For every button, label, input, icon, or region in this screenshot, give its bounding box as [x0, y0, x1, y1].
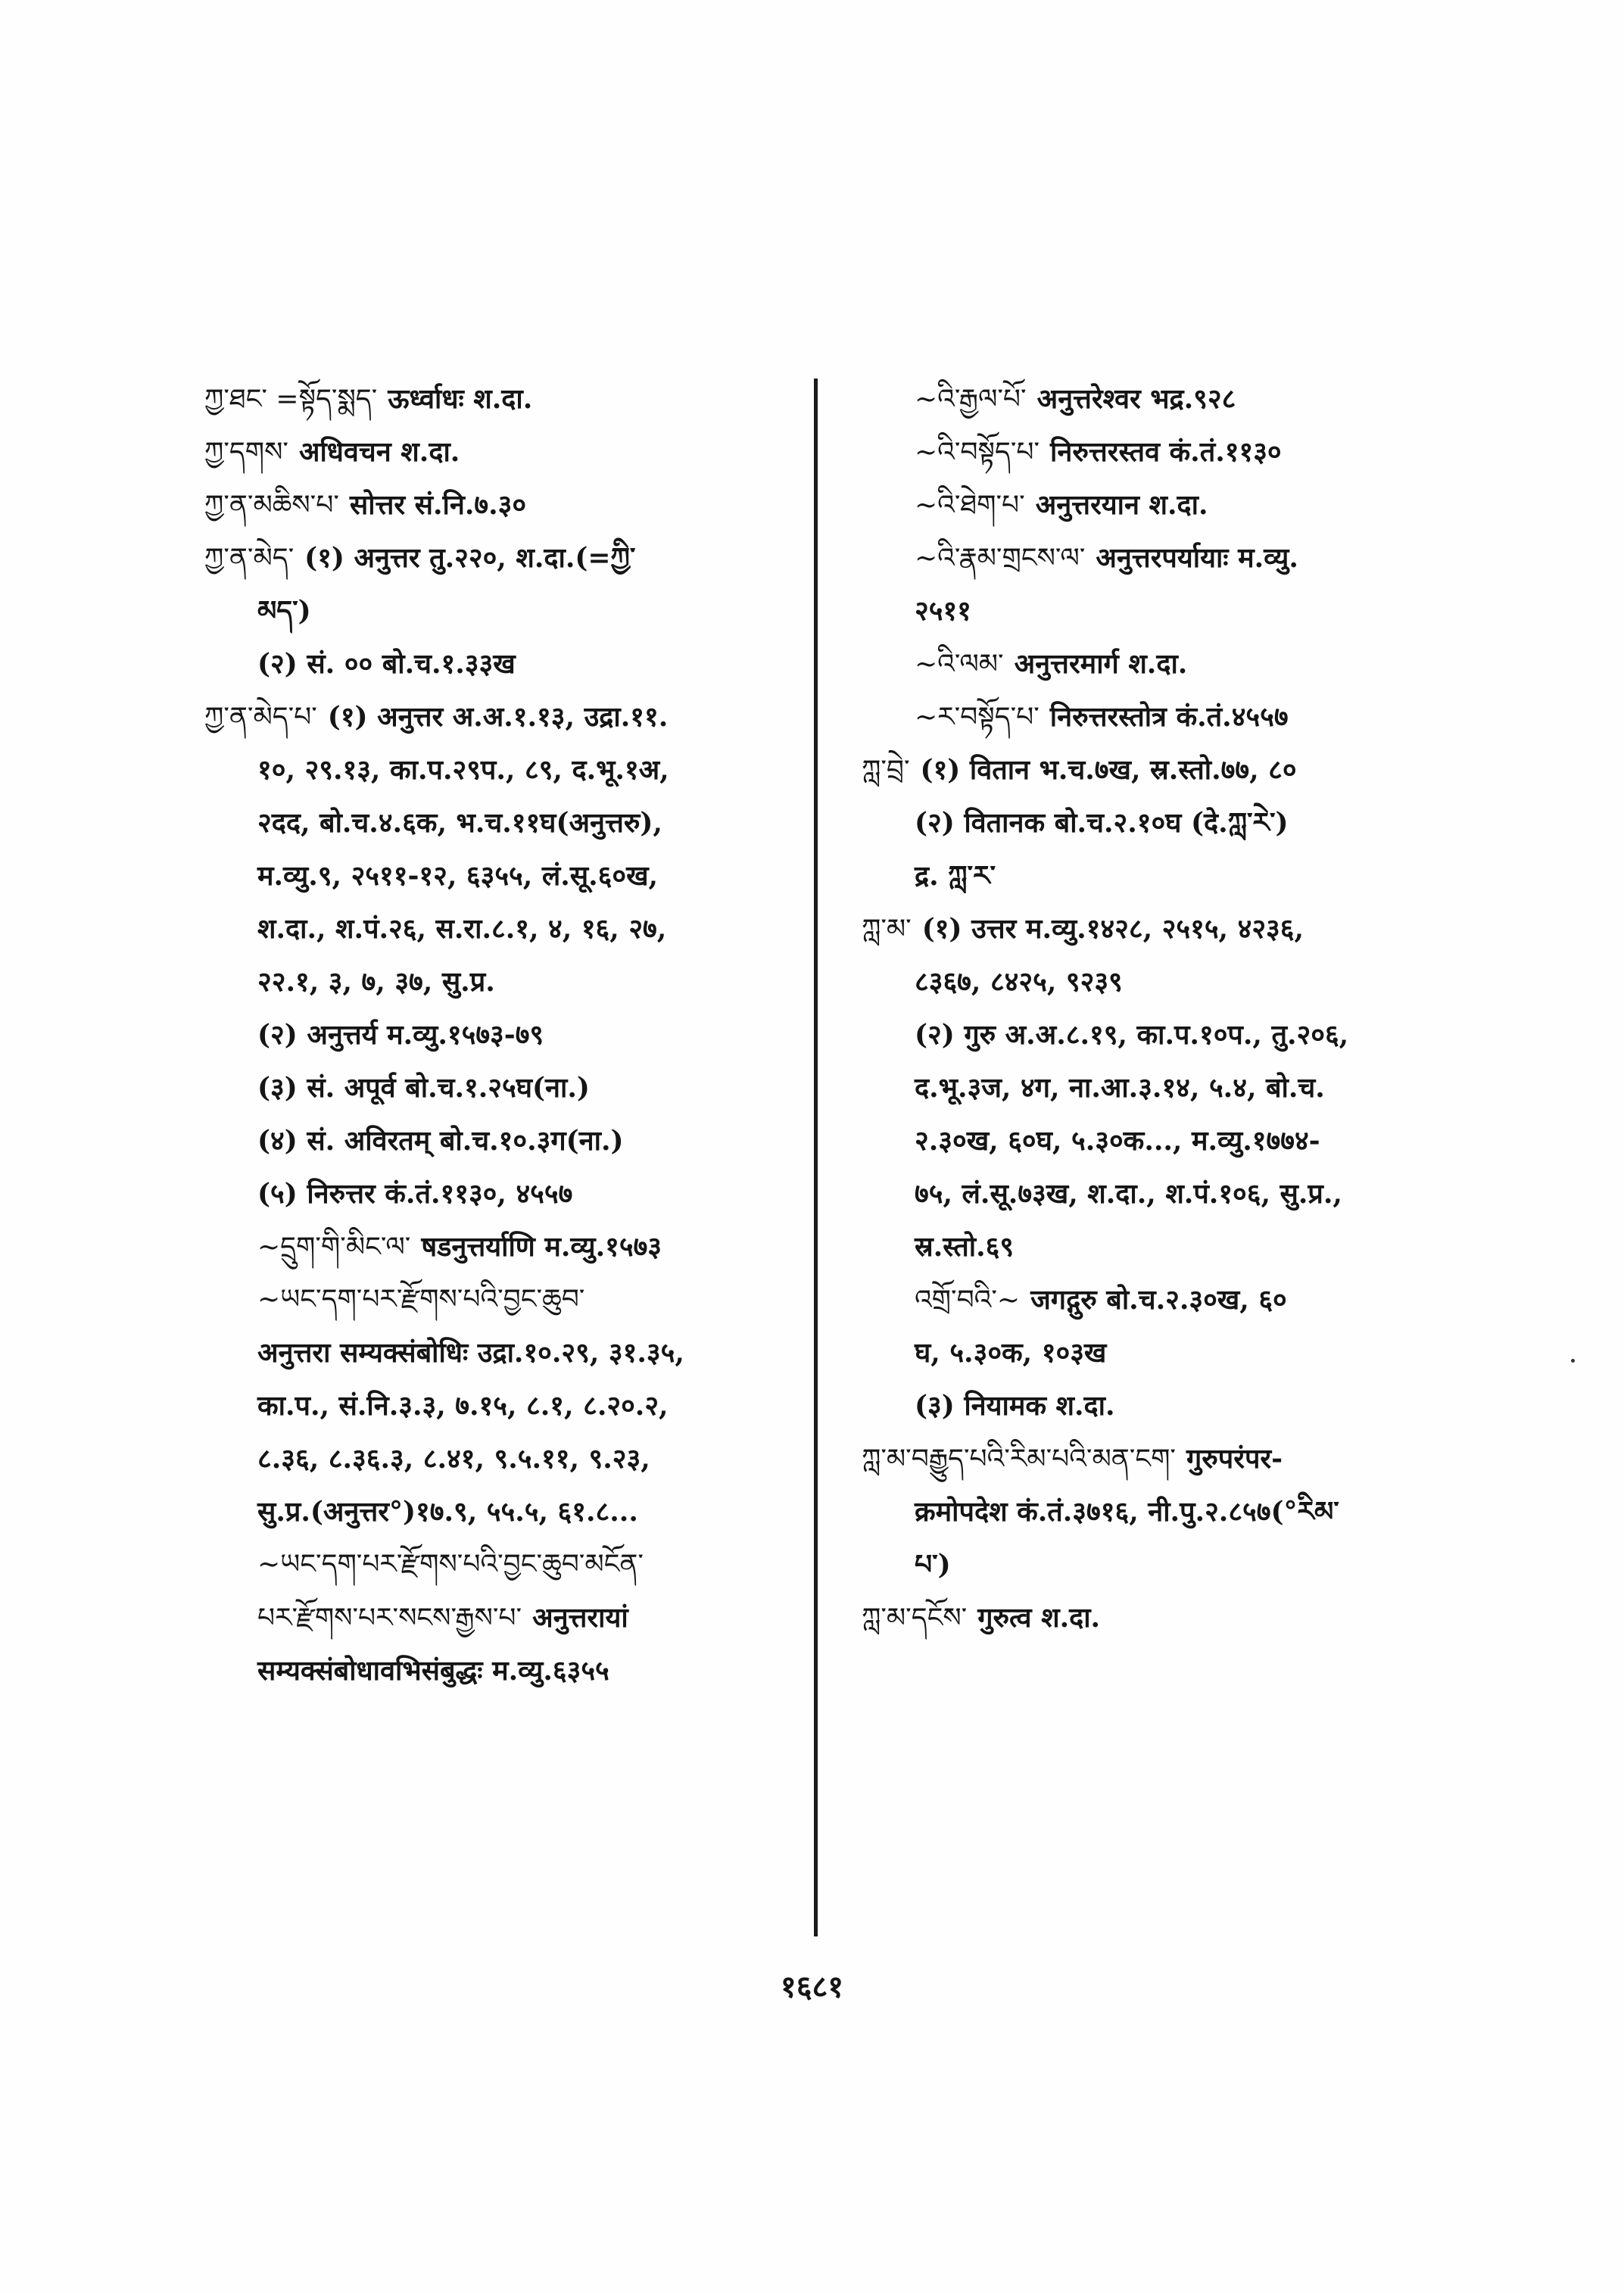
sanskrit-gloss: जगद्गुरु बो.च.२.३०ख, ६० — [1030, 1284, 1287, 1316]
page-number: १६८१ — [780, 1969, 844, 2005]
sanskrit-gloss: २दद, बो.च.४.६क, भ.च.११घ(अनुत्तरु), — [257, 807, 662, 839]
sanskrit-gloss: गुरुत्व श.दा. — [977, 1602, 1101, 1634]
dictionary-line — [204, 902, 810, 955]
sanskrit-gloss: པ་) — [915, 1549, 951, 1581]
dictionary-line — [862, 584, 1482, 637]
sanskrit-gloss: (३) नियामक श.दा. — [915, 1390, 1115, 1422]
tibetan-headword: ཀླ་མ་བརྒྱུད་པའི་རིམ་པའི་མན་ངག་ — [862, 1444, 1176, 1475]
sanskrit-gloss: (२) गुरु अ.अ.८.१९, का.प.१०प., तु.२०६, — [915, 1019, 1349, 1051]
dictionary-line — [862, 1379, 1482, 1432]
dictionary-line — [862, 1591, 1482, 1644]
tibetan-headword: ཀྱ་དགས་ — [204, 437, 288, 468]
sanskrit-gloss: ७५, लं.सू.७३ख, श.दा., श.पं.१०६, सु.प्र., — [915, 1178, 1342, 1210]
dictionary-line — [204, 690, 810, 743]
tibetan-headword: ~ཡང་དག་པར་རྫོགས་པའི་བྱང་ཆུབ་ — [257, 1284, 585, 1315]
dictionary-line — [862, 1061, 1482, 1114]
tibetan-headword: ཀླ་བྲེ་ — [862, 755, 910, 786]
tibetan-headword: ཀྱ་ན་མཆིས་པ་ — [204, 490, 339, 521]
sanskrit-gloss: द.भू.३ज, ४ग, ना.आ.३.१४, ५.४, बो.च. — [915, 1072, 1325, 1104]
dictionary-line — [862, 743, 1482, 796]
tibetan-headword: ~འི་ཐེག་པ་ — [915, 490, 1025, 521]
dictionary-line — [862, 1432, 1482, 1485]
dictionary-line — [204, 796, 810, 849]
dictionary-line — [204, 1167, 810, 1220]
tibetan-headword: ཀླ་མ་ — [862, 914, 912, 945]
dictionary-line — [862, 1008, 1482, 1061]
sanskrit-gloss: (५) निरुत्तर कं.तं.११३०, ४५५७ — [257, 1178, 573, 1210]
dictionary-line — [204, 1061, 810, 1114]
dictionary-line — [862, 955, 1482, 1008]
dictionary-line — [862, 1485, 1482, 1538]
sanskrit-gloss: अनुत्तरयान श.दा. — [1035, 489, 1208, 521]
sanskrit-gloss: ८.३६, ८.३६.३, ८.४१, ९.५.११, ९.२३, — [257, 1443, 650, 1475]
sanskrit-gloss: अनुत्तरमार्ग श.दा. — [1014, 648, 1188, 680]
sanskrit-gloss: २२.१, ३, ७, ३७, सु.प्र. — [257, 966, 495, 998]
dictionary-line — [204, 1485, 810, 1538]
tibetan-headword: ཀྱ་ན་མེད་པ་ — [204, 702, 317, 733]
dictionary-line — [204, 425, 810, 478]
dictionary-line — [204, 955, 810, 1008]
tibetan-headword: ~ར་བསྟོད་པ་ — [915, 702, 1040, 733]
sanskrit-gloss: (१) वितान भ.च.७ख, स्र.स्तो.७७, ८० — [920, 754, 1297, 786]
right-column — [862, 372, 1482, 1644]
sanskrit-gloss: निरुत्तरस्तव कं.तं.११३० — [1050, 436, 1282, 468]
dictionary-line — [204, 1644, 810, 1697]
sanskrit-gloss: अनुत्तरपर्यायाः म.व्यु. — [1096, 542, 1298, 574]
tibetan-headword: འགྲོ་བའི་~ — [915, 1285, 1021, 1316]
tibetan-headword: ~འི་ལམ་ — [915, 649, 1004, 680]
dictionary-line — [204, 1432, 810, 1485]
sanskrit-gloss: षडनुत्तर्याणि म.व्यु.१५७३ — [421, 1231, 662, 1263]
sanskrit-gloss: (१) उत्तर म.व्यु.१४२८, २५१५, ४२३६, — [921, 913, 1304, 945]
dictionary-line — [204, 1591, 810, 1644]
tibetan-headword: ~ཡང་དག་པར་རྫོགས་པའི་བྱང་ཆུབ་མངོན་ — [257, 1549, 644, 1580]
dictionary-line — [204, 1379, 810, 1432]
tibetan-headword: ~དྲུག་གི་མིང་ལ་ — [257, 1232, 411, 1263]
sanskrit-gloss: (२) वितानक बो.च.२.१०घ (दे.ཀླ་རེ་) — [915, 807, 1289, 839]
sanskrit-gloss: निरुत्तरस्तोत्र कं.तं.४५५७ — [1049, 701, 1289, 733]
dictionary-line — [862, 690, 1482, 743]
dictionary-line — [204, 372, 810, 425]
sanskrit-gloss: अनुत्तरायां — [532, 1602, 628, 1634]
sanskrit-gloss: २.३०ख, ६०घ, ५.३०क..., म.व्यु.१७७४- — [915, 1125, 1320, 1157]
sanskrit-gloss: क्रमोपदेश कं.तं.३७१६, नी.पु.२.८५७(°རིམ་ — [915, 1496, 1339, 1528]
tibetan-headword: ~འི་བསྟོད་པ་ — [915, 437, 1040, 468]
sanskrit-gloss: २५११ — [915, 595, 971, 627]
sanskrit-gloss: म.व्यु.९, २५११-१२, ६३५५, लं.सू.६०ख, — [257, 860, 659, 892]
dictionary-line — [204, 1326, 810, 1379]
sanskrit-gloss: सु.प्र.(अनुत्तर°)१७.९, ५५.५, ६१.८... — [257, 1496, 638, 1528]
column-divider — [814, 379, 818, 1936]
dictionary-line — [204, 531, 810, 584]
tibetan-headword: ཀླ་མ་དངོས་ — [862, 1603, 968, 1634]
dictionary-line — [862, 902, 1482, 955]
dictionary-line — [204, 1538, 810, 1591]
tibetan-headword: ཀྱ་ན་མེད་ — [204, 543, 295, 574]
sanskrit-gloss: (१) अनुत्तर तु.२२०, श.दा.(=ཀྱི་ — [304, 542, 636, 574]
tibetan-headword: ~འི་རྒྱལ་པོ་ — [915, 384, 1027, 415]
dictionary-line — [862, 1114, 1482, 1167]
dictionary-line — [862, 637, 1482, 690]
sanskrit-gloss: सम्यक्संबोधावभिसंबुद्धः म.व्यु.६३५५ — [257, 1655, 609, 1687]
dictionary-line — [204, 1008, 810, 1061]
dictionary-line — [204, 478, 810, 531]
tibetan-headword: པར་རྫོགས་པར་སངས་རྒྱས་པ་ — [257, 1603, 522, 1634]
sanskrit-gloss: गुरुपरंपर- — [1186, 1443, 1283, 1475]
dictionary-line — [862, 796, 1482, 849]
sanskrit-gloss: (४) सं. अविरतम् बो.च.१०.३ग(ना.) — [257, 1125, 624, 1157]
sanskrit-gloss: अनुत्तरेश्वर भद्र.९२८ — [1036, 383, 1236, 415]
sanskrit-gloss: द्र. ཀླ་ར་ — [915, 860, 996, 892]
tibetan-headword: ~འི་རྣམ་གྲངས་ལ་ — [915, 543, 1086, 574]
sanskrit-gloss: अनुत्तरा सम्यक्संबोधिः उद्रा.१०.२९, ३१.३५, — [257, 1337, 684, 1369]
dictionary-line — [204, 1220, 810, 1273]
sanskrit-gloss: स्र.स्तो.६९ — [915, 1231, 1015, 1263]
sanskrit-gloss: (३) सं. अपूर्व बो.च.१.२५घ(ना.) — [257, 1072, 590, 1104]
sanskrit-gloss: का.प., सं.नि.३.३, ७.१५, ८.१, ८.२०.२, — [257, 1390, 669, 1422]
dictionary-line — [204, 1273, 810, 1326]
dictionary-line — [862, 1167, 1482, 1220]
sanskrit-gloss: ऊर्ध्वाधः श.दा. — [388, 383, 533, 415]
scan-speck — [1571, 1359, 1575, 1363]
sanskrit-gloss: མད་) — [257, 595, 311, 627]
sanskrit-gloss: श.दा., श.पं.२६, स.रा.८.१, ४, १६, २७, — [257, 913, 667, 945]
sanskrit-gloss: (२) सं. ०० बो.च.१.३३ख — [257, 648, 516, 680]
dictionary-line — [204, 637, 810, 690]
dictionary-line — [204, 743, 810, 796]
dictionary-line — [862, 1273, 1482, 1326]
sanskrit-gloss: ८३६७, ८४२५, ९२३९ — [915, 966, 1123, 998]
sanskrit-gloss: (२) अनुत्तर्य म.व्यु.१५७३-७९ — [257, 1019, 544, 1051]
dictionary-line — [862, 1538, 1482, 1591]
dictionary-line — [862, 1326, 1482, 1379]
dictionary-line — [204, 849, 810, 902]
dictionary-line — [862, 531, 1482, 584]
dictionary-line — [862, 425, 1482, 478]
sanskrit-gloss: १०, २९.१३, का.प.२९प., ८९, द.भू.१अ, — [257, 754, 669, 786]
tibetan-headword: ཀྱ་ཐང་ =སྟོད་སྨད་ — [204, 384, 378, 415]
left-column — [204, 372, 810, 1697]
sanskrit-gloss: (१) अनुत्तर अ.अ.१.१३, उद्रा.११. — [327, 701, 669, 733]
dictionary-line — [862, 372, 1482, 425]
dictionary-line — [204, 1114, 810, 1167]
dictionary-line — [862, 849, 1482, 902]
dictionary-line — [862, 1220, 1482, 1273]
sanskrit-gloss: सोत्तर सं.नि.७.३० — [349, 489, 527, 521]
dictionary-line — [204, 584, 810, 637]
sanskrit-gloss: अधिवचन श.दा. — [298, 436, 460, 468]
sanskrit-gloss: घ, ५.३०क, १०३ख — [915, 1337, 1107, 1369]
dictionary-line — [862, 478, 1482, 531]
